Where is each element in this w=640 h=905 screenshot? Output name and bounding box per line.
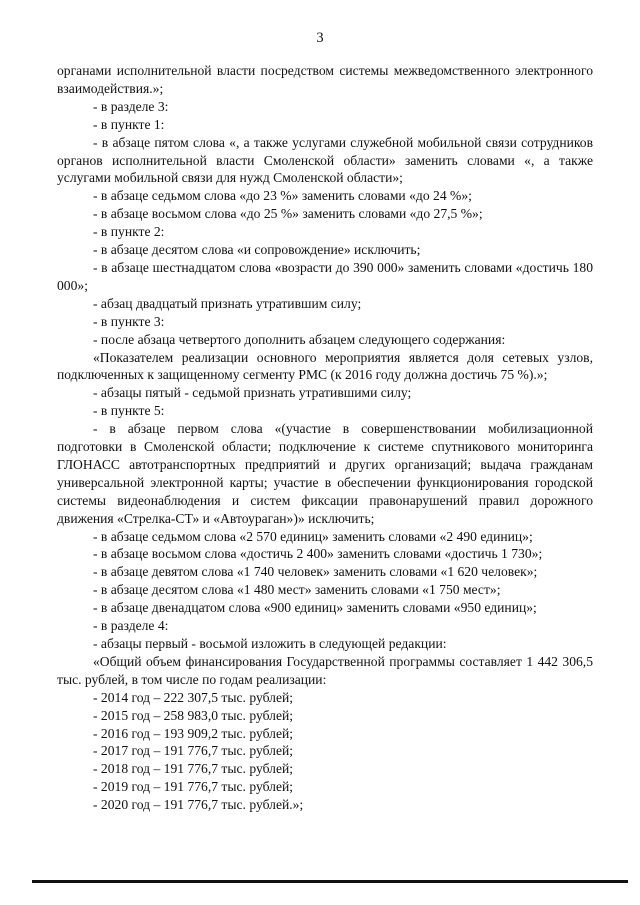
- page-number: 3: [316, 30, 324, 46]
- paragraph: - абзацы первый - восьмой изложить в следующей редакции:: [93, 636, 447, 651]
- paragraph: - в разделе 3:: [93, 98, 169, 114]
- paragraph: - в абзаце пятом слова «, а также услугами служебной мобильной связи сотрудников органов исполнительной власти Смоленской области» заменить словами «, а также услугами мобильной связи для нужд Смоленской области»;: [57, 134, 593, 186]
- paragraph: «Показателем реализации основного мероприятия является доля сетевых узлов, подключенных к защищенному сегменту РМС (к 2016 году должна достичь 75 %).»;: [57, 349, 593, 383]
- bottom-rule: [32, 880, 628, 883]
- paragraph: «Общий объем финансирования Государственной программы составляет 1 442 306,5 тыс. рублей, в том числе по годам реализации:: [57, 653, 593, 687]
- paragraph: - абзацы пятый - седьмой признать утратившими силу;: [93, 385, 412, 401]
- paragraph: - в абзаце восьмом слова «достичь 2 400» заменить словами «достичь 1 730»;: [93, 546, 543, 562]
- paragraph: - в разделе 4:: [93, 618, 169, 634]
- document-body: [57, 62, 593, 814]
- paragraph: - в абзаце восьмом слова «до 25 %» заменить словами «до 27,5 %»;: [93, 206, 483, 222]
- paragraph: - 2015 год – 258 983,0 тыс. рублей;: [93, 707, 294, 723]
- paragraph: - в абзаце десятом слова «и сопровождение» исключить;: [93, 242, 421, 258]
- paragraph: - 2016 год – 193 909,2 тыс. рублей;: [93, 725, 294, 741]
- paragraph: - 2018 год – 191 776,7 тыс. рублей;: [93, 761, 294, 777]
- paragraph: - в абзаце двенадцатом слова «900 единиц» заменить словами «950 единиц»;: [93, 600, 537, 616]
- paragraph: - в абзаце шестнадцатом слова «возрасти до 390 000» заменить словами «достичь 180 000»;: [57, 259, 593, 293]
- paragraph: - 2017 год – 191 776,7 тыс. рублей;: [93, 743, 294, 759]
- paragraph: - в пункте 2:: [93, 224, 165, 240]
- paragraph: - в абзаце седьмом слова «до 23 %» заменить словами «до 24 %»;: [93, 188, 472, 204]
- paragraph: - 2020 год – 191 776,7 тыс. рублей.»;: [93, 797, 304, 813]
- paragraph: - в пункте 5:: [93, 403, 165, 419]
- paragraph: - в абзаце десятом слова «1 480 мест» заменить словами «1 750 мест»;: [93, 582, 501, 598]
- paragraph: - в абзаце девятом слова «1 740 человек» заменить словами «1 620 человек»;: [93, 564, 538, 580]
- paragraph: - 2019 год – 191 776,7 тыс. рублей;: [93, 779, 294, 795]
- paragraph: - абзац двадцатый признать утратившим силу;: [93, 295, 362, 311]
- paragraph: - в абзаце первом слова «(участие в совершенствовании мобилизационной подготовки в Смоленской области; подключение к системе спутникового мониторинга ГЛОНАСС автотранспортных предприятий и других организаций; выдача гражданам универсальной электронной карты; участие в обеспечении функционирования городской системы видеонаблюдения и систем фиксации правонарушений правил дорожного движения «Стрелка-СТ» и «Автоураган»)» исключить;: [57, 421, 593, 526]
- paragraph: - в пункте 3:: [93, 313, 165, 329]
- paragraph: - 2014 год – 222 307,5 тыс. рублей;: [93, 689, 294, 705]
- paragraph: - в абзаце седьмом слова «2 570 единиц» заменить словами «2 490 единиц»;: [93, 528, 533, 544]
- paragraph: - после абзаца четвертого дополнить абзацем следующего содержания:: [93, 331, 506, 347]
- paragraph: органами исполнительной власти посредством системы межведомственного электронного взаимодействия.»;: [57, 63, 593, 96]
- paragraph: - в пункте 1:: [93, 116, 165, 132]
